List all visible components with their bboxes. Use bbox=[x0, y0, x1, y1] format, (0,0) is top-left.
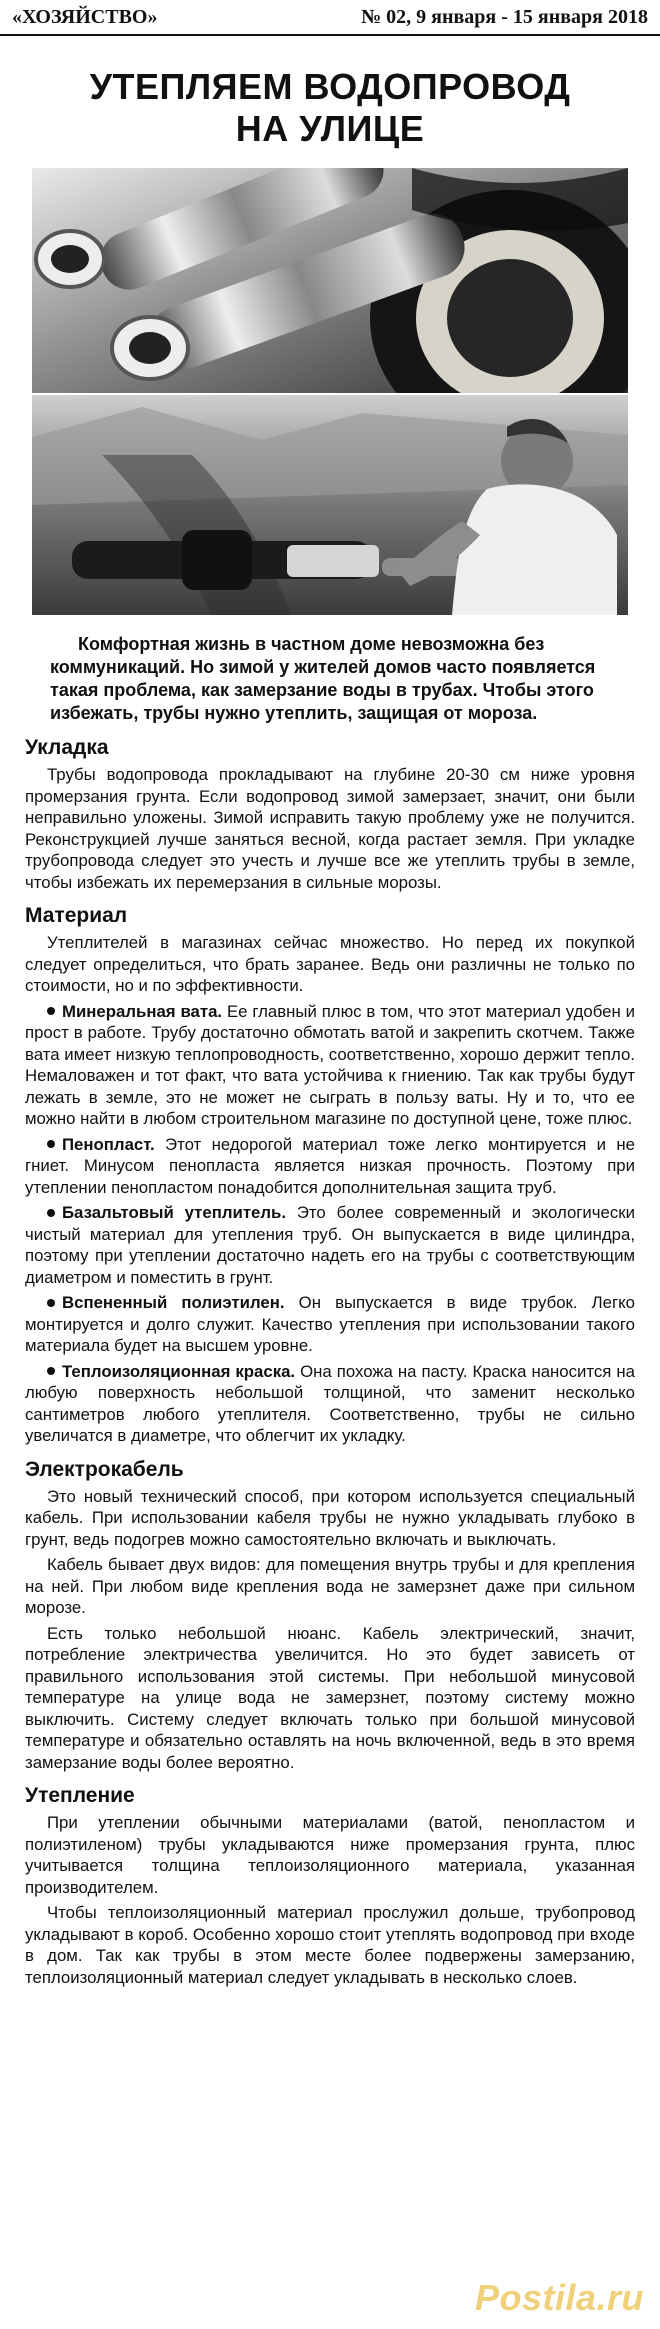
bullet-text-foam-plastic: Этот недорогой материал тоже легко монтируется и не гниет. Минусом пенопласта является низкая прочность. Поэтому при утеплении пенопластом понадобится дополнительная защита труб. bbox=[25, 1134, 635, 1197]
article-title bbox=[0, 66, 660, 150]
bullet-label-insulating-paint: Теплоизоляционная краска. bbox=[62, 1361, 296, 1381]
paragraph-material-1: Утеплителей в магазинах сейчас множество. Но перед их покупкой следует определиться, что брать заранее. Ведь они различны не только по стоимости, но и по эффективности. bbox=[25, 933, 635, 995]
bullet-text-mineral-wool: Ее главный плюс в том, что этот материал удобен и прост в работе. Трубу достаточно обмотать ватой и закрепить скотчем. Также вата имеет низкую теплопроводность, соответственно, хорошо держит тепло. Немаловажен и тот факт, что вата устойчива к гниению. Так как трубы будут лежать в земле, это не может не сыграть в пользу ваты. Ну и то, что ее можно найти в любом строительном магазине по доступной цене, тоже плюс. bbox=[25, 1001, 635, 1128]
bullet-foam-plastic bbox=[25, 1134, 635, 1199]
worker-trench-illustration bbox=[32, 395, 628, 615]
section-name: «ХОЗЯЙСТВО» bbox=[12, 5, 158, 28]
article-photos bbox=[32, 168, 628, 615]
page-header bbox=[0, 0, 660, 36]
bullet-dot-icon bbox=[47, 1007, 55, 1015]
bullet-dot-icon bbox=[47, 1209, 55, 1217]
postila-watermark bbox=[475, 2277, 644, 2319]
bullet-mineral-wool bbox=[25, 1001, 635, 1130]
section-elektrokabel bbox=[25, 1457, 635, 1774]
title-line-1: УТЕПЛЯЕМ ВОДОПРОВОД bbox=[89, 66, 571, 107]
bullet-text-insulating-paint: Она похожа на пасту. Краска наносится на любую поверхность небольшой толщиной, что заменит несколько сантиметров любого утеплителя. Соответственно, трубы не сильно увеличатся в диаметре, что облегчит их укладку. bbox=[25, 1361, 635, 1445]
paragraph-elektrokabel-3: Есть только небольшой нюанс. Кабель электрический, значит, потребление электричества увеличится. Но это будет зависеть от правильного использования этой системы. При небольшой минусовой температуре на улице вода не замерзнет, поэтому систему можно выключить. Систему следует включать только при большой минусовой температуре и обязательно оставлять на ночь включенной, ведь в это время замерзание воды более вероятно. bbox=[25, 1623, 635, 1772]
title-line-2: НА УЛИЦЕ bbox=[235, 108, 425, 149]
bullet-polyethylene bbox=[25, 1292, 635, 1357]
bullet-label-polyethylene: Вспененный полиэтилен. bbox=[62, 1293, 285, 1312]
bullet-dot-icon bbox=[47, 1299, 55, 1307]
section-ukladka bbox=[25, 735, 635, 893]
section-material bbox=[25, 903, 635, 1447]
section-title-elektrokabel: Электрокабель bbox=[25, 1457, 184, 1481]
worker-trench-photo bbox=[32, 395, 628, 615]
bullet-dot-icon bbox=[47, 1367, 55, 1375]
pipe-closeup-illustration bbox=[32, 168, 628, 393]
article-lead: Комфортная жизнь в частном доме невозможна без коммуникаций. Но зимой у жителей домов часто появляется такая проблема, как замерзание воды в трубах. Чтобы этого избежать, трубы нужно утеплить, защищая от мороза. bbox=[50, 634, 596, 723]
watermark-prefix: Postila bbox=[474, 2277, 597, 2318]
section-title-material: Материал bbox=[25, 904, 128, 927]
bullet-dot-icon bbox=[47, 1140, 55, 1148]
paragraph-elektrokabel-2: Кабель бывает двух видов: для помещения внутрь трубы и для крепления на ней. При любом виде крепления вода не замерзнет даже при сильном морозе. bbox=[25, 1555, 635, 1617]
bullet-text-polyethylene: Он выпускается в виде трубок. Легко монтируется и долго служит. Качество утепления при использовании такого материала будет на высшем уровне. bbox=[25, 1293, 635, 1355]
section-title-ukladka: Укладка bbox=[25, 736, 109, 759]
bullet-basalt bbox=[25, 1202, 635, 1288]
bullet-text-basalt: Это более современный и экологически чистый материал для утепления труб. Он выпускается в виде цилиндра, поэтому при утеплении достаточно надеть его на трубы с соответствующим диаметром и поместить в грунт. bbox=[25, 1203, 635, 1287]
paragraph-elektrokabel-1: Это новый технический способ, при котором используется специальный кабель. При использовании кабеля трубы не нужно укладывать глубоко в грунт, ведь подогрев можно самостоятельно включать и выключать. bbox=[25, 1486, 635, 1549]
article-body bbox=[25, 735, 635, 1988]
paragraph-uteplenie-1: При утеплении обычными материалами (ватой, пенопластом и полиэтиленом) трубы укладываются ниже промерзания грунта, плюс учитывается толщина теплоизоляционного материала, указанная производителем. bbox=[25, 1813, 635, 1897]
section-title-uteplenie: Утепление bbox=[25, 1784, 135, 1807]
bullet-label-basalt: Базальтовый утеплитель. bbox=[62, 1203, 287, 1222]
pipe-closeup-photo bbox=[32, 168, 628, 393]
bullet-insulating-paint bbox=[25, 1361, 635, 1447]
paragraph-uteplenie-2: Чтобы теплоизоляционный материал прослужил дольше, трубопровод укладывают в короб. Особенно хорошо стоит утеплять водопровод при входе в дом. Так как трубы в этом месте более подвержены замерзанию, теплоизоляционный материал следует укладывать в несколько слоев. bbox=[25, 1903, 635, 1987]
bullet-label-mineral-wool: Минеральная вата. bbox=[62, 1001, 223, 1021]
section-uteplenie bbox=[25, 1783, 635, 1988]
bullet-label-foam-plastic: Пенопласт. bbox=[62, 1134, 155, 1154]
watermark-suffix: .ru bbox=[596, 2277, 644, 2318]
paragraph-ukladka-1: Трубы водопровода прокладывают на глубине 20-30 см ниже уровня промерзания грунта. Если водопровод зимой замерзает, значит, они были неправильно уложены. Зимой исправить такую проблему уже не получится. Реконструкцией лучше заняться весной, когда растает земля. При укладке трубопровода следует это учесть и лучше все же утеплить трубы в земле, чтобы избежать их перемерзания в сильные морозы. bbox=[25, 765, 635, 892]
issue-date: № 02, 9 января - 15 января 2018 bbox=[361, 5, 648, 28]
